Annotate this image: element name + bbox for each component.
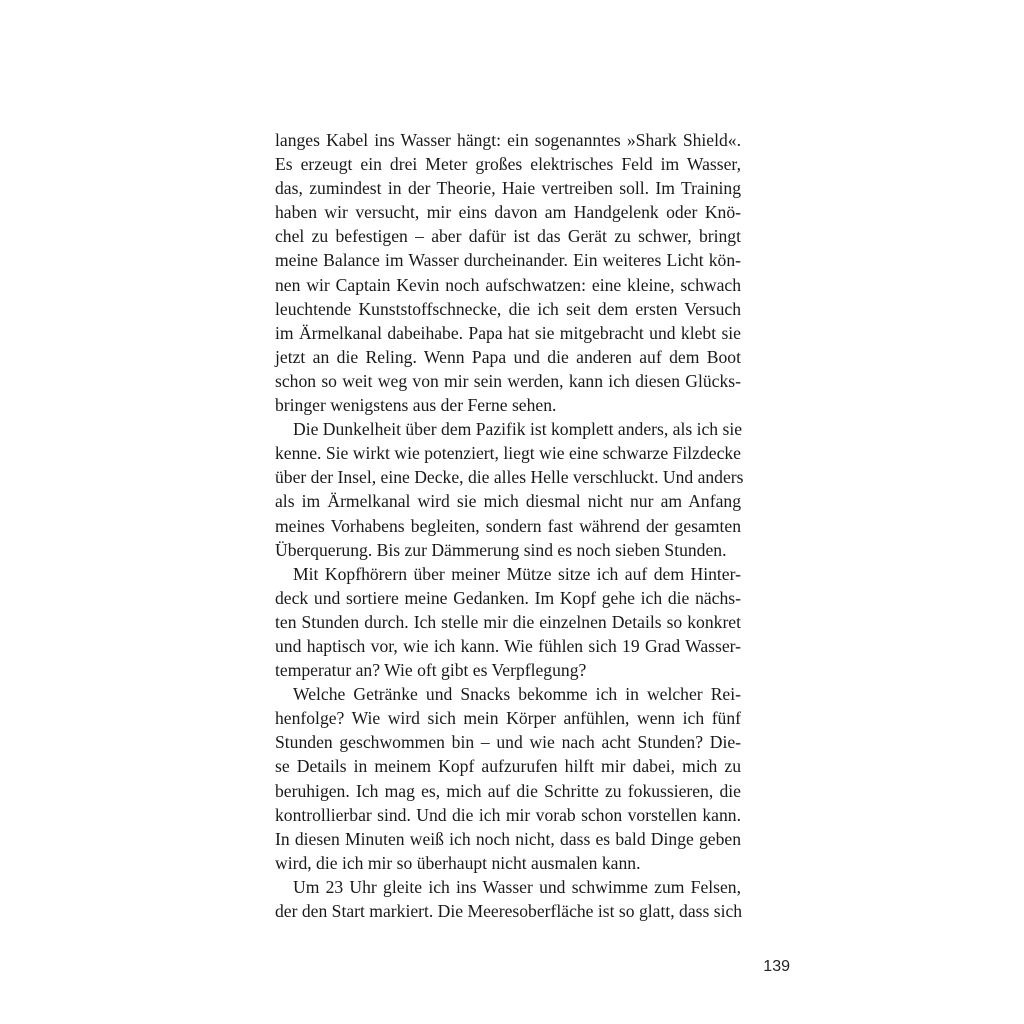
text-line: meines Vorhabens begleiten, sondern fast während der gesamten (275, 515, 741, 536)
text-line: kenne. Sie wirkt wie potenziert, liegt wie eine schwarze Filzdecke (275, 443, 741, 464)
text-line: deck und sortiere meine Gedanken. Im Kopf gehe ich die nächs- (275, 587, 741, 608)
body-text (275, 128, 744, 923)
text-line: langes Kabel ins Wasser hängt: ein sogenanntes »Shark Shield«. (275, 130, 741, 150)
text-line: Es erzeugt ein drei Meter großes elektrisches Feld im Wasser, (275, 154, 741, 175)
paragraph (275, 682, 741, 875)
text-line: jetzt an die Reling. Wenn Papa und die anderen auf dem Boot (275, 346, 741, 367)
text-line: haben wir versucht, mir eins davon am Handgelenk oder Knö- (275, 202, 741, 223)
text-line: Stunden geschwommen bin – und wie nach acht Stunden? Die- (275, 732, 741, 753)
text-line: kontrollierbar sind. Und die ich mir vorab schon vorstellen kann. (275, 804, 741, 825)
text-line: Welche Getränke und Snacks bekomme ich in welcher Rei- (293, 684, 741, 705)
text-line: beruhigen. Ich mag es, mich auf die Schritte zu fokussieren, die (275, 780, 741, 801)
text-line: das, zumindest in der Theorie, Haie vertreiben soll. Im Training (275, 178, 741, 199)
paragraph (275, 562, 741, 682)
text-line: und haptisch vor, wie ich kann. Wie fühlen sich 19 Grad Wasser- (275, 635, 741, 656)
text-line: chel zu befestigen – aber dafür ist das Gerät zu schwer, bringt (275, 226, 741, 247)
text-line: wird, die ich mir so überhaupt nicht ausmalen kann. (275, 852, 641, 873)
paragraph (275, 875, 741, 923)
text-line: se Details in meinem Kopf aufzurufen hilft mir dabei, mich zu (275, 756, 741, 777)
text-line: über der Insel, eine Decke, die alles Helle verschluckt. Und anders (275, 467, 744, 488)
text-line: Mit Kopfhörern über meiner Mütze sitze ich auf dem Hinter- (293, 563, 741, 584)
paragraph (275, 417, 744, 562)
text-line: In diesen Minuten weiß ich noch nicht, dass es bald Dinge geben (275, 828, 741, 849)
text-line: als im Ärmelkanal wird sie mich diesmal nicht nur am Anfang (275, 491, 741, 512)
text-line: ten Stunden durch. Ich stelle mir die einzelnen Details so konkret (275, 611, 741, 632)
page-number: 139 (763, 958, 790, 975)
paragraph (275, 128, 741, 417)
text-line: nen wir Captain Kevin noch aufschwatzen: eine kleine, schwach (275, 274, 741, 295)
text-line: henfolge? Wie wird sich mein Körper anfühlen, wenn ich fünf (275, 708, 741, 729)
text-line: Um 23 Uhr gleite ich ins Wasser und schwimme zum Felsen, (293, 876, 741, 897)
text-line: temperatur an? Wie oft gibt es Verpflegung? (275, 660, 587, 681)
text-line: meine Balance im Wasser durcheinander. Ein weiteres Licht kön- (275, 250, 741, 271)
text-line: schon so weit weg von mir sein werden, kann ich diesen Glücks- (275, 370, 741, 391)
text-line: Die Dunkelheit über dem Pazifik ist komplett anders, als ich sie (293, 419, 743, 440)
text-line: der den Start markiert. Die Meeresoberfläche ist so glatt, dass sich (275, 901, 743, 921)
text-line: im Ärmelkanal dabeihabe. Papa hat sie mitgebracht und klebt sie (275, 322, 741, 343)
text-line: leuchtende Kunststoffschnecke, die ich seit dem ersten Versuch (275, 298, 741, 319)
text-line: bringer wenigstens aus der Ferne sehen. (275, 395, 557, 416)
text-line: Überquerung. Bis zur Dämmerung sind es noch sieben Stunden. (275, 539, 727, 560)
